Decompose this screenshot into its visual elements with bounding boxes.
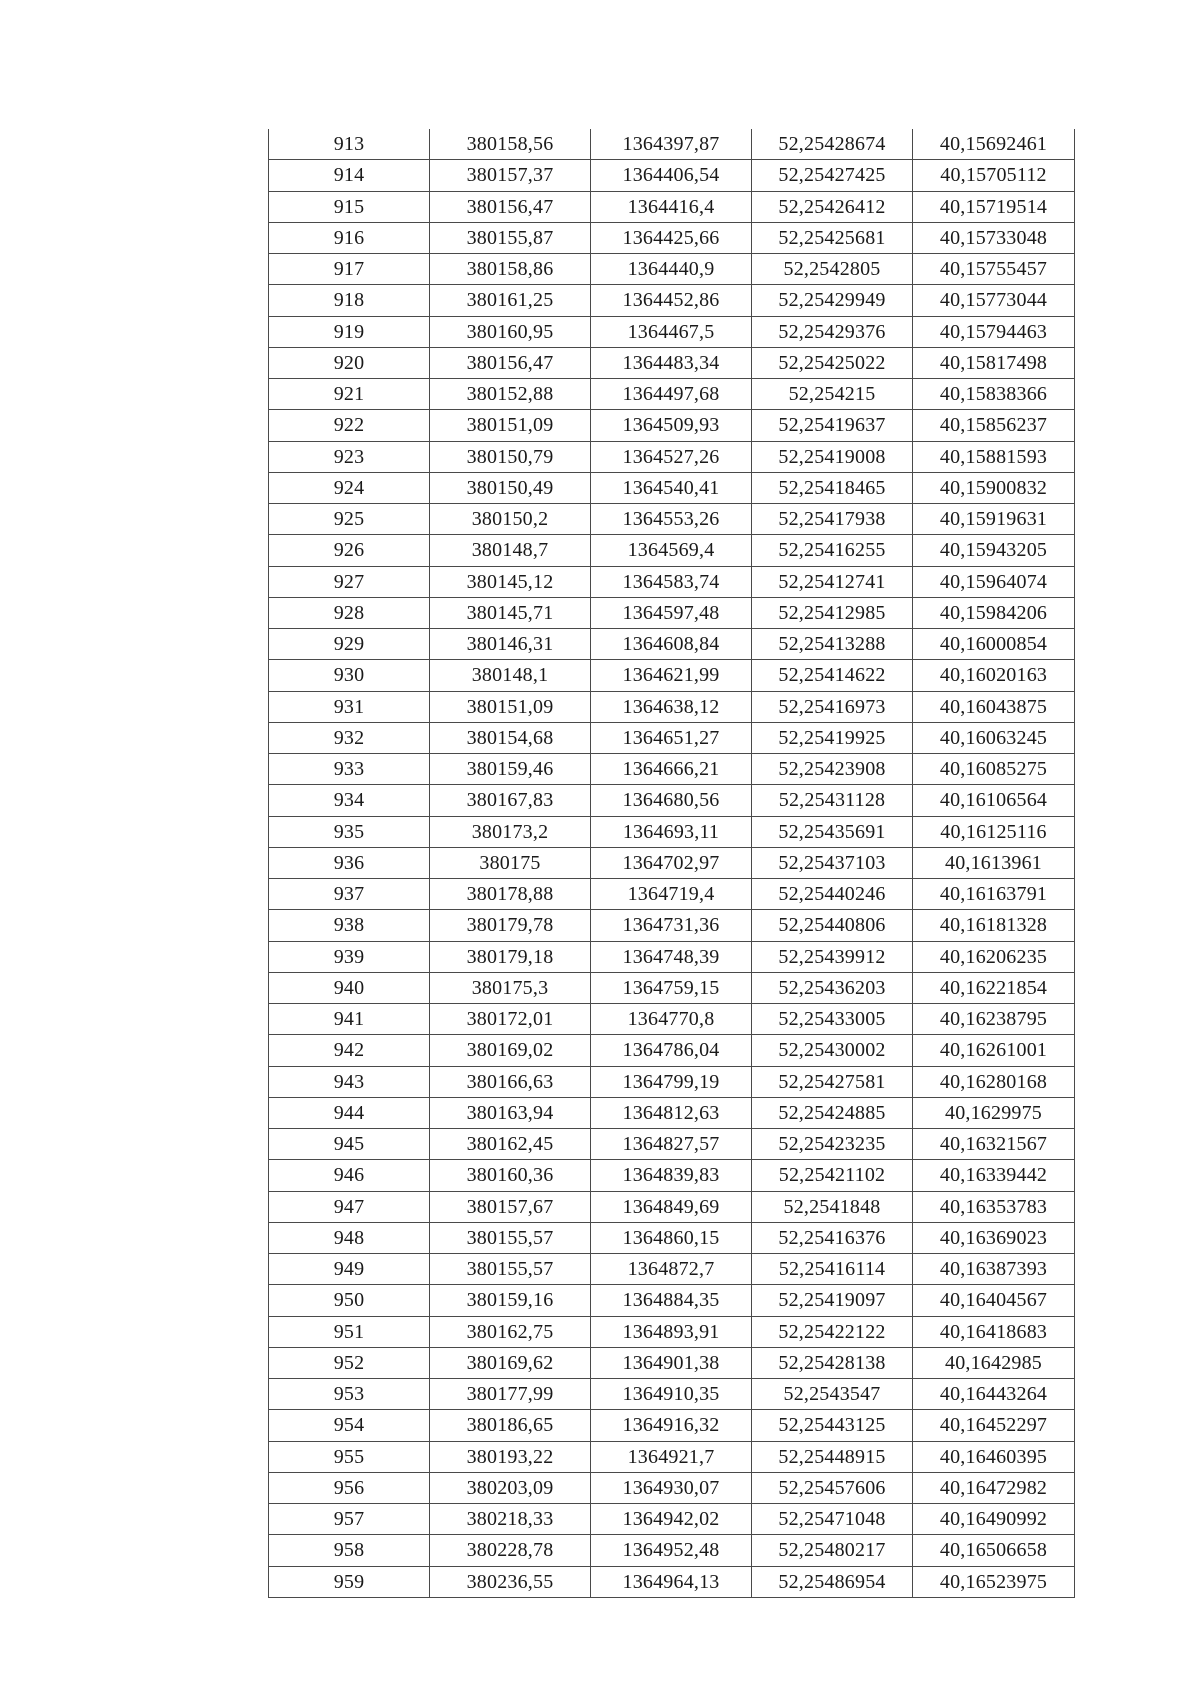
x-coordinate-cell: 380162,45 [430,1129,591,1160]
latitude-cell: 52,25417938 [752,504,913,535]
longitude-cell: 40,15881593 [913,441,1075,472]
table-row [269,566,1075,597]
longitude-cell: 40,16443264 [913,1379,1075,1410]
longitude-cell: 40,15705112 [913,160,1075,191]
x-coordinate-cell: 380151,09 [430,691,591,722]
latitude-cell: 52,25428138 [752,1347,913,1378]
x-coordinate-cell: 380203,09 [430,1472,591,1503]
table-row [269,129,1075,160]
longitude-cell: 40,16280168 [913,1066,1075,1097]
y-coordinate-cell: 1364827,57 [591,1129,752,1160]
latitude-cell: 52,25423908 [752,754,913,785]
point-number-cell: 953 [269,1379,430,1410]
y-coordinate-cell: 1364952,48 [591,1535,752,1566]
point-number-cell: 949 [269,1254,430,1285]
table-row [269,1129,1075,1160]
x-coordinate-cell: 380175 [430,847,591,878]
latitude-cell: 52,25443125 [752,1410,913,1441]
y-coordinate-cell: 1364884,35 [591,1285,752,1316]
table-row [269,847,1075,878]
x-coordinate-cell: 380179,78 [430,910,591,941]
longitude-cell: 40,16490992 [913,1504,1075,1535]
longitude-cell: 40,16523975 [913,1566,1075,1597]
x-coordinate-cell: 380151,09 [430,410,591,441]
table-row [269,660,1075,691]
point-number-cell: 957 [269,1504,430,1535]
latitude-cell: 52,25422122 [752,1316,913,1347]
longitude-cell: 40,15794463 [913,316,1075,347]
latitude-cell: 52,25414622 [752,660,913,691]
table-row [269,722,1075,753]
table-row [269,1222,1075,1253]
point-number-cell: 919 [269,316,430,347]
point-number-cell: 942 [269,1035,430,1066]
point-number-cell: 927 [269,566,430,597]
longitude-cell: 40,15773044 [913,285,1075,316]
table-row [269,972,1075,1003]
latitude-cell: 52,25471048 [752,1504,913,1535]
x-coordinate-cell: 380159,46 [430,754,591,785]
point-number-cell: 918 [269,285,430,316]
x-coordinate-cell: 380163,94 [430,1097,591,1128]
point-number-cell: 936 [269,847,430,878]
latitude-cell: 52,25418465 [752,472,913,503]
point-number-cell: 939 [269,941,430,972]
latitude-cell: 52,25431128 [752,785,913,816]
latitude-cell: 52,25424885 [752,1097,913,1128]
longitude-cell: 40,15755457 [913,254,1075,285]
longitude-cell: 40,16125116 [913,816,1075,847]
y-coordinate-cell: 1364509,93 [591,410,752,441]
table-row [269,1441,1075,1472]
latitude-cell: 52,2542805 [752,254,913,285]
y-coordinate-cell: 1364406,54 [591,160,752,191]
table-row [269,1191,1075,1222]
latitude-cell: 52,25428674 [752,129,913,160]
point-number-cell: 941 [269,1004,430,1035]
latitude-cell: 52,25425681 [752,222,913,253]
y-coordinate-cell: 1364583,74 [591,566,752,597]
latitude-cell: 52,25486954 [752,1566,913,1597]
latitude-cell: 52,25430002 [752,1035,913,1066]
table-row [269,1097,1075,1128]
table-row [269,347,1075,378]
longitude-cell: 40,15817498 [913,347,1075,378]
point-number-cell: 940 [269,972,430,1003]
y-coordinate-cell: 1364799,19 [591,1066,752,1097]
x-coordinate-cell: 380157,67 [430,1191,591,1222]
y-coordinate-cell: 1364540,41 [591,472,752,503]
latitude-cell: 52,25425022 [752,347,913,378]
longitude-cell: 40,15719514 [913,191,1075,222]
x-coordinate-cell: 380159,16 [430,1285,591,1316]
y-coordinate-cell: 1364467,5 [591,316,752,347]
latitude-cell: 52,25433005 [752,1004,913,1035]
longitude-cell: 40,16206235 [913,941,1075,972]
latitude-cell: 52,25440246 [752,879,913,910]
table-row [269,379,1075,410]
latitude-cell: 52,25429949 [752,285,913,316]
table-row [269,504,1075,535]
longitude-cell: 40,15964074 [913,566,1075,597]
x-coordinate-cell: 380160,36 [430,1160,591,1191]
latitude-cell: 52,25448915 [752,1441,913,1472]
longitude-cell: 40,16418683 [913,1316,1075,1347]
point-number-cell: 914 [269,160,430,191]
latitude-cell: 52,25412741 [752,566,913,597]
y-coordinate-cell: 1364719,4 [591,879,752,910]
point-number-cell: 959 [269,1566,430,1597]
table-row [269,285,1075,316]
y-coordinate-cell: 1364901,38 [591,1347,752,1378]
x-coordinate-cell: 380172,01 [430,1004,591,1035]
y-coordinate-cell: 1364849,69 [591,1191,752,1222]
longitude-cell: 40,1642985 [913,1347,1075,1378]
x-coordinate-cell: 380148,1 [430,660,591,691]
x-coordinate-cell: 380160,95 [430,316,591,347]
point-number-cell: 934 [269,785,430,816]
x-coordinate-cell: 380179,18 [430,941,591,972]
y-coordinate-cell: 1364770,8 [591,1004,752,1035]
latitude-cell: 52,25457606 [752,1472,913,1503]
x-coordinate-cell: 380155,87 [430,222,591,253]
y-coordinate-cell: 1364651,27 [591,722,752,753]
point-number-cell: 956 [269,1472,430,1503]
latitude-cell: 52,25426412 [752,191,913,222]
longitude-cell: 40,16369023 [913,1222,1075,1253]
x-coordinate-cell: 380148,7 [430,535,591,566]
y-coordinate-cell: 1364748,39 [591,941,752,972]
longitude-cell: 40,16460395 [913,1441,1075,1472]
latitude-cell: 52,25416376 [752,1222,913,1253]
y-coordinate-cell: 1364440,9 [591,254,752,285]
y-coordinate-cell: 1364921,7 [591,1441,752,1472]
table-row [269,1285,1075,1316]
point-number-cell: 929 [269,629,430,660]
latitude-cell: 52,25419925 [752,722,913,753]
latitude-cell: 52,2543547 [752,1379,913,1410]
x-coordinate-cell: 380177,99 [430,1379,591,1410]
table-row [269,1254,1075,1285]
y-coordinate-cell: 1364608,84 [591,629,752,660]
x-coordinate-cell: 380156,47 [430,347,591,378]
longitude-cell: 40,16261001 [913,1035,1075,1066]
point-number-cell: 920 [269,347,430,378]
latitude-cell: 52,25416255 [752,535,913,566]
table-row [269,441,1075,472]
y-coordinate-cell: 1364910,35 [591,1379,752,1410]
table-row [269,629,1075,660]
y-coordinate-cell: 1364930,07 [591,1472,752,1503]
y-coordinate-cell: 1364666,21 [591,754,752,785]
table-row [269,191,1075,222]
y-coordinate-cell: 1364497,68 [591,379,752,410]
y-coordinate-cell: 1364812,63 [591,1097,752,1128]
x-coordinate-cell: 380157,37 [430,160,591,191]
point-number-cell: 916 [269,222,430,253]
y-coordinate-cell: 1364942,02 [591,1504,752,1535]
x-coordinate-cell: 380145,71 [430,597,591,628]
table-row [269,910,1075,941]
latitude-cell: 52,25412985 [752,597,913,628]
x-coordinate-cell: 380193,22 [430,1441,591,1472]
longitude-cell: 40,15984206 [913,597,1075,628]
latitude-cell: 52,25439912 [752,941,913,972]
table-row [269,222,1075,253]
point-number-cell: 925 [269,504,430,535]
y-coordinate-cell: 1364872,7 [591,1254,752,1285]
longitude-cell: 40,15900832 [913,472,1075,503]
latitude-cell: 52,25435691 [752,816,913,847]
x-coordinate-cell: 380155,57 [430,1254,591,1285]
x-coordinate-cell: 380162,75 [430,1316,591,1347]
y-coordinate-cell: 1364483,34 [591,347,752,378]
y-coordinate-cell: 1364527,26 [591,441,752,472]
y-coordinate-cell: 1364786,04 [591,1035,752,1066]
point-number-cell: 954 [269,1410,430,1441]
y-coordinate-cell: 1364553,26 [591,504,752,535]
longitude-cell: 40,16163791 [913,879,1075,910]
point-number-cell: 948 [269,1222,430,1253]
latitude-cell: 52,254215 [752,379,913,410]
x-coordinate-cell: 380218,33 [430,1504,591,1535]
y-coordinate-cell: 1364693,11 [591,816,752,847]
point-number-cell: 951 [269,1316,430,1347]
longitude-cell: 40,16404567 [913,1285,1075,1316]
x-coordinate-cell: 380158,86 [430,254,591,285]
y-coordinate-cell: 1364569,4 [591,535,752,566]
point-number-cell: 947 [269,1191,430,1222]
point-number-cell: 944 [269,1097,430,1128]
point-number-cell: 924 [269,472,430,503]
table-row [269,1566,1075,1597]
point-number-cell: 943 [269,1066,430,1097]
x-coordinate-cell: 380156,47 [430,191,591,222]
latitude-cell: 52,25419008 [752,441,913,472]
table-row [269,1379,1075,1410]
table-row [269,1004,1075,1035]
y-coordinate-cell: 1364397,87 [591,129,752,160]
y-coordinate-cell: 1364916,32 [591,1410,752,1441]
latitude-cell: 52,25419637 [752,410,913,441]
x-coordinate-cell: 380236,55 [430,1566,591,1597]
longitude-cell: 40,16353783 [913,1191,1075,1222]
coordinates-table [268,129,1075,1598]
table-row [269,1504,1075,1535]
longitude-cell: 40,16085275 [913,754,1075,785]
table-row [269,1316,1075,1347]
point-number-cell: 932 [269,722,430,753]
y-coordinate-cell: 1364416,4 [591,191,752,222]
latitude-cell: 52,25429376 [752,316,913,347]
table-row [269,691,1075,722]
x-coordinate-cell: 380169,02 [430,1035,591,1066]
longitude-cell: 40,15692461 [913,129,1075,160]
point-number-cell: 955 [269,1441,430,1472]
longitude-cell: 40,15856237 [913,410,1075,441]
coordinates-table-body [269,129,1075,1597]
y-coordinate-cell: 1364621,99 [591,660,752,691]
longitude-cell: 40,16221854 [913,972,1075,1003]
table-row [269,1160,1075,1191]
y-coordinate-cell: 1364759,15 [591,972,752,1003]
longitude-cell: 40,16452297 [913,1410,1075,1441]
y-coordinate-cell: 1364731,36 [591,910,752,941]
longitude-cell: 40,1613961 [913,847,1075,878]
point-number-cell: 928 [269,597,430,628]
table-row [269,941,1075,972]
table-row [269,754,1075,785]
longitude-cell: 40,16321567 [913,1129,1075,1160]
point-number-cell: 958 [269,1535,430,1566]
y-coordinate-cell: 1364638,12 [591,691,752,722]
longitude-cell: 40,16106564 [913,785,1075,816]
x-coordinate-cell: 380158,56 [430,129,591,160]
latitude-cell: 52,25436203 [752,972,913,1003]
y-coordinate-cell: 1364860,15 [591,1222,752,1253]
x-coordinate-cell: 380186,65 [430,1410,591,1441]
y-coordinate-cell: 1364452,86 [591,285,752,316]
latitude-cell: 52,25480217 [752,1535,913,1566]
table-row [269,816,1075,847]
longitude-cell: 40,16181328 [913,910,1075,941]
y-coordinate-cell: 1364893,91 [591,1316,752,1347]
table-row [269,1035,1075,1066]
longitude-cell: 40,15919631 [913,504,1075,535]
y-coordinate-cell: 1364839,83 [591,1160,752,1191]
table-row [269,1347,1075,1378]
table-row [269,472,1075,503]
longitude-cell: 40,16043875 [913,691,1075,722]
longitude-cell: 40,16387393 [913,1254,1075,1285]
longitude-cell: 40,16238795 [913,1004,1075,1035]
latitude-cell: 52,25427425 [752,160,913,191]
longitude-cell: 40,15733048 [913,222,1075,253]
point-number-cell: 935 [269,816,430,847]
x-coordinate-cell: 380150,2 [430,504,591,535]
x-coordinate-cell: 380173,2 [430,816,591,847]
y-coordinate-cell: 1364680,56 [591,785,752,816]
x-coordinate-cell: 380169,62 [430,1347,591,1378]
table-row [269,535,1075,566]
point-number-cell: 923 [269,441,430,472]
point-number-cell: 917 [269,254,430,285]
latitude-cell: 52,25427581 [752,1066,913,1097]
point-number-cell: 930 [269,660,430,691]
x-coordinate-cell: 380228,78 [430,1535,591,1566]
table-row [269,597,1075,628]
x-coordinate-cell: 380155,57 [430,1222,591,1253]
table-row [269,879,1075,910]
point-number-cell: 915 [269,191,430,222]
longitude-cell: 40,1629975 [913,1097,1075,1128]
point-number-cell: 922 [269,410,430,441]
x-coordinate-cell: 380166,63 [430,1066,591,1097]
latitude-cell: 52,25421102 [752,1160,913,1191]
x-coordinate-cell: 380152,88 [430,379,591,410]
latitude-cell: 52,25423235 [752,1129,913,1160]
point-number-cell: 946 [269,1160,430,1191]
x-coordinate-cell: 380161,25 [430,285,591,316]
table-row [269,410,1075,441]
table-row [269,785,1075,816]
longitude-cell: 40,16020163 [913,660,1075,691]
table-row [269,1410,1075,1441]
longitude-cell: 40,16339442 [913,1160,1075,1191]
latitude-cell: 52,25416973 [752,691,913,722]
longitude-cell: 40,15838366 [913,379,1075,410]
point-number-cell: 933 [269,754,430,785]
latitude-cell: 52,25413288 [752,629,913,660]
point-number-cell: 952 [269,1347,430,1378]
point-number-cell: 931 [269,691,430,722]
x-coordinate-cell: 380150,49 [430,472,591,503]
point-number-cell: 950 [269,1285,430,1316]
longitude-cell: 40,16000854 [913,629,1075,660]
x-coordinate-cell: 380175,3 [430,972,591,1003]
point-number-cell: 945 [269,1129,430,1160]
latitude-cell: 52,2541848 [752,1191,913,1222]
point-number-cell: 937 [269,879,430,910]
table-row [269,160,1075,191]
latitude-cell: 52,25416114 [752,1254,913,1285]
table-row [269,1472,1075,1503]
y-coordinate-cell: 1364425,66 [591,222,752,253]
point-number-cell: 938 [269,910,430,941]
longitude-cell: 40,16063245 [913,722,1075,753]
longitude-cell: 40,16506658 [913,1535,1075,1566]
y-coordinate-cell: 1364964,13 [591,1566,752,1597]
y-coordinate-cell: 1364597,48 [591,597,752,628]
y-coordinate-cell: 1364702,97 [591,847,752,878]
latitude-cell: 52,25440806 [752,910,913,941]
longitude-cell: 40,16472982 [913,1472,1075,1503]
x-coordinate-cell: 380150,79 [430,441,591,472]
table-row [269,1535,1075,1566]
x-coordinate-cell: 380154,68 [430,722,591,753]
table-row [269,1066,1075,1097]
table-row [269,316,1075,347]
latitude-cell: 52,25419097 [752,1285,913,1316]
latitude-cell: 52,25437103 [752,847,913,878]
table-row [269,254,1075,285]
x-coordinate-cell: 380178,88 [430,879,591,910]
x-coordinate-cell: 380146,31 [430,629,591,660]
point-number-cell: 913 [269,129,430,160]
point-number-cell: 926 [269,535,430,566]
x-coordinate-cell: 380167,83 [430,785,591,816]
x-coordinate-cell: 380145,12 [430,566,591,597]
longitude-cell: 40,15943205 [913,535,1075,566]
point-number-cell: 921 [269,379,430,410]
